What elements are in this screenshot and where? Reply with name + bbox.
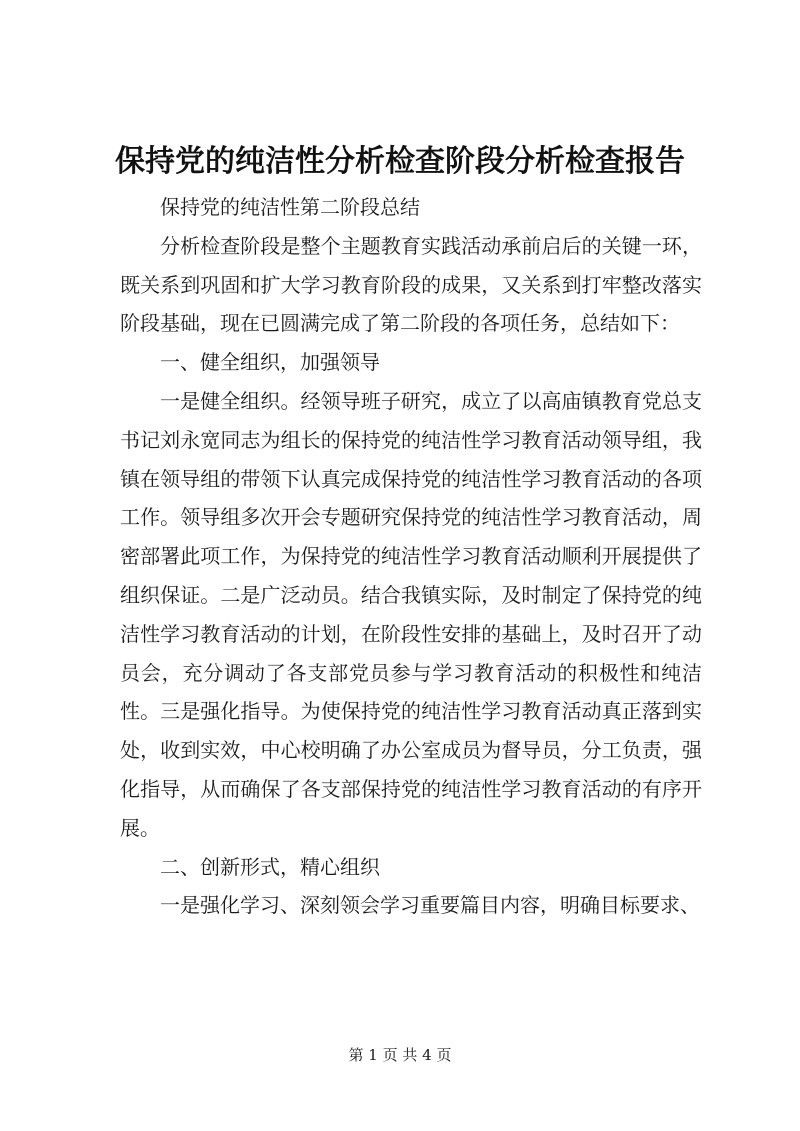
intro-paragraph: 分析检查阶段是整个主题教育实践活动承前启后的关键一环，既关系到巩固和扩大学习教育阶段的成果，又关系到打牢整改落实阶段基础，现在已圆满完成了第二阶段的各项任务，总结如下：	[120, 233, 702, 336]
document-title: 保持党的纯洁性分析检查阶段分析检查报告	[115, 144, 685, 179]
document-body	[120, 188, 702, 925]
section-2-paragraph: 一是强化学习、深刻领会学习重要篇目内容，明确目标要求、	[160, 893, 700, 918]
section-1-paragraph: 一是健全组织。经领导班子研究，成立了以高庙镇教育党总支书记刘永宽同志为组长的保持党的纯洁性学习教育活动领导组，我镇在领导组的带领下认真完成保持党的纯洁性学习教育活动的各项工作。领导组多次开会专题研究保持党的纯洁性学习教育活动，周密部署此项工作，为保持党的纯洁性学习教育活动顺利开展提供了组织保证。二是广泛动员。结合我镇实际，及时制定了保持党的纯洁性学习教育活动的计划，在阶段性安排的基础上，及时召开了动员会，充分调动了各支部党员参与学习教育活动的积极性和纯洁性。三是强化指导。为使保持党的纯洁性学习教育活动真正落到实处，收到实效，中心校明确了办公室成员为督导员，分工负责，强化指导，从而确保了各支部保持党的纯洁性学习教育活动的有序开展。	[120, 388, 702, 840]
section-heading-2: 二、创新形式，精心组织	[160, 854, 380, 879]
section-heading-1: 一、健全组织，加强领导	[160, 350, 380, 375]
subtitle-paragraph: 保持党的纯洁性第二阶段总结	[160, 195, 420, 219]
page-footer: 第 1 页 共 4 页	[348, 1046, 452, 1064]
